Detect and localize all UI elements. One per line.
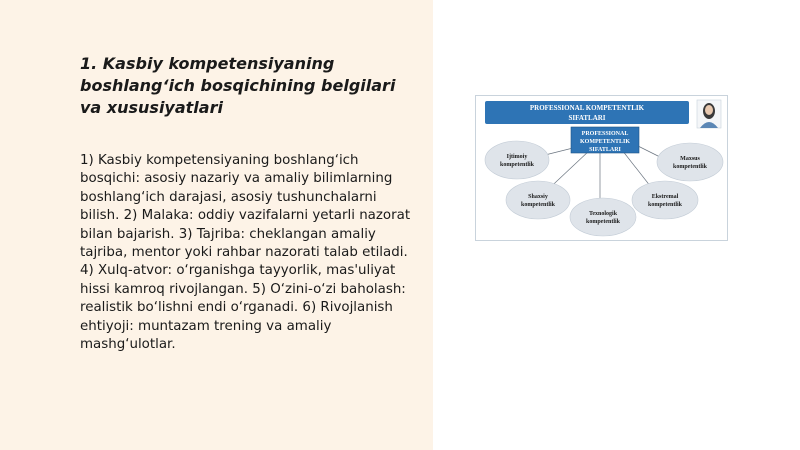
center-box-line3: SIFATLARI	[589, 147, 621, 153]
node-personal-line2: kompetentlik	[520, 202, 556, 208]
center-box-line2: KOMPETENTLIK	[579, 139, 631, 145]
portrait-image	[697, 100, 721, 128]
node-social-competence	[485, 141, 549, 179]
node-personal-line1: Shaxsiy	[528, 194, 548, 200]
node-special-competence	[657, 143, 723, 181]
diagram-banner-line2: SIFATLARI	[568, 114, 606, 122]
node-technological-line1: Texnologik	[588, 211, 618, 217]
slide-title: 1. Kasbiy kompetensiyaning boshlang‘ich bosqichining belgilari va xususiyatlari	[80, 54, 396, 117]
node-social-line1: Ijtimoiy	[506, 154, 528, 160]
competence-diagram	[476, 96, 727, 240]
diagram-banner-line1: PROFESSIONAL KOMPETENTLIK	[529, 104, 645, 112]
node-technological-competence	[570, 198, 636, 236]
node-technological-line2: kompetentlik	[585, 219, 621, 225]
competence-diagram-image	[475, 95, 728, 241]
node-special-line2: kompetentlik	[672, 164, 708, 170]
node-special-line1: Maxsus	[680, 156, 700, 162]
node-social-line2: kompetentlik	[499, 162, 535, 168]
node-extreme-competence	[632, 181, 698, 219]
node-extreme-line2: kompetentlik	[647, 202, 683, 208]
slide-body-text: 1) Kasbiy kompetensiyaning boshlang‘ich bosqichi: asosiy nazariy va amaliy bilimlarning boshlang‘ich darajasi, asosiy tushunchalarni bilish. 2) Malaka: oddiy vazifalarni yetarli nazorat bilan bajarish. 3) Tajriba: cheklangan amaliy tajriba, mentor yoki rahbar nazorati talab etiladi. 4) Xulq-atvor: o‘rganishga tayyorlik, mas'uliyat hissi kamroq rivojlangan. 5) O‘zini-o‘zi baholash: realistik bo‘lishni endi o‘rganadi. 6) Rivojlanish ehtiyoji: muntazam trening va amaliy mashg‘ulotlar.	[80, 153, 411, 353]
node-personal-competence	[506, 181, 570, 219]
center-box-line1: PROFESSIONAL	[581, 131, 629, 137]
node-extreme-line1: Ekstremal	[651, 194, 679, 200]
